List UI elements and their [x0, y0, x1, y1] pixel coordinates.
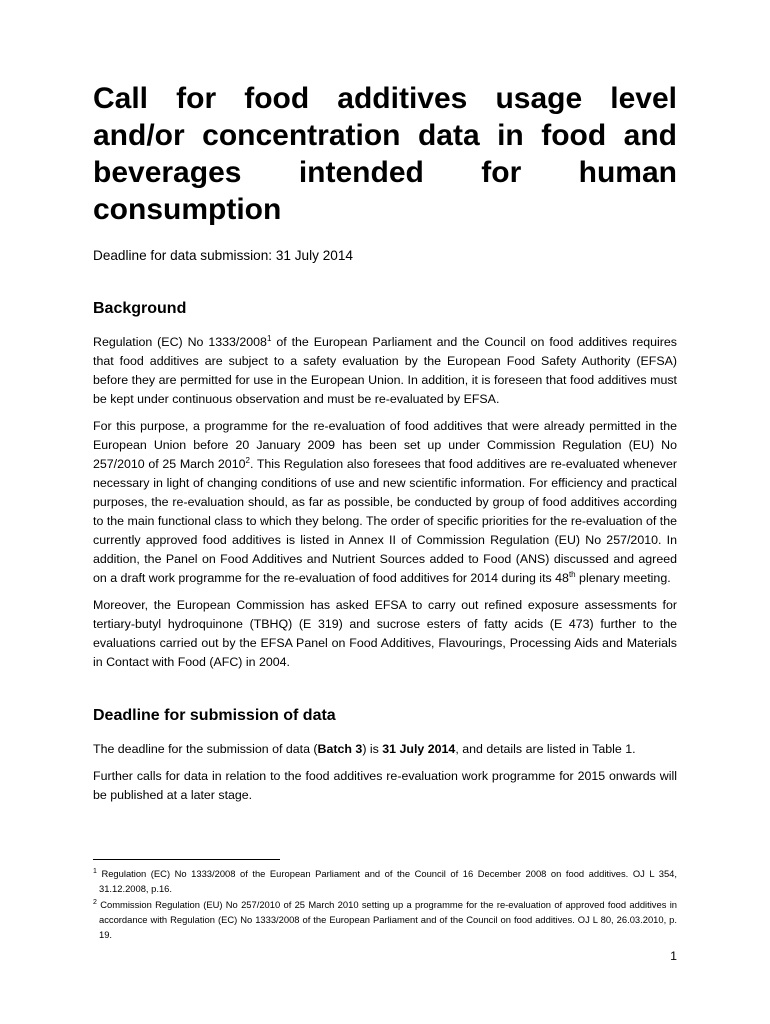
background-heading: Background — [93, 300, 187, 317]
background-paragraph-2-text-b: . This Regulation also foresees that food additives are re-evaluated whenever necessary in light of changing conditions of use and new scientific information. For efficiency and practical purposes, the re-evaluation should, as far as possible, be conducted by group of food additives according to the main functional class to which they belong. The order of specific priorities for the re-evaluation of the currently approved food additives is listed in Annex II of Commission Regulation (EU) No 257/2010. In addition, the Panel on Food Additives and Nutrient Sources added to Food (ANS) discussed and agreed on a draft work programme for the re-evaluation of food additives for 2014 during its 48 — [93, 457, 677, 585]
deadline-date: 31 July 2014 — [382, 742, 456, 756]
footnote-separator — [93, 859, 280, 860]
deadline-heading: Deadline for submission of data — [93, 707, 336, 724]
batch-label: Batch 3 — [317, 742, 363, 756]
page-number: 1 — [670, 949, 677, 963]
background-paragraph-1 — [93, 333, 677, 409]
background-paragraph-1-text-b: of the European Parliament and the Council on food additives requires that food additives are subject to a safety evaluation by the European Food Safety Authority (EFSA) before they are permitted for use in the European Union. In addition, it is foreseen that food additives must be kept under continuous observation and must be re-evaluated by EFSA. — [93, 335, 677, 406]
footnote-1 — [93, 866, 677, 896]
deadline-paragraph-1-text-b: ) is — [362, 742, 383, 756]
document-title: Call for food additives usage level and/or concentration data in food and beverages intended for human consumption — [93, 82, 677, 226]
footnote-2 — [93, 897, 677, 942]
deadline-subtitle: Deadline for data submission: 31 July 2014 — [93, 248, 353, 263]
deadline-paragraph-1-text-c: , and details are listed in Table 1. — [455, 742, 636, 756]
background-paragraph-3: Moreover, the European Commission has asked EFSA to carry out refined exposure assessments for tertiary-butyl hydroquinone (TBHQ) (E 319) and sucrose esters of fatty acids (E 473) further to the evaluations carried out by the EFSA Panel on Food Additives, Flavourings, Processing Aids and Materials in Contact with Food (AFC) in 2004. — [93, 598, 677, 669]
footnote-1-text: Regulation (EC) No 1333/2008 of the European Parliament and of the Council of 16 December 2008 on food additives. OJ L 354, 31.12.2008, p.16. — [96, 868, 677, 894]
background-paragraph-1-text-a: Regulation (EC) No 1333/2008 — [93, 335, 267, 349]
main-content — [93, 80, 677, 805]
footnote-ref-1[interactable]: 1 — [266, 334, 272, 343]
footnotes — [93, 866, 677, 943]
background-paragraph-2-text-a: For this purpose, a programme for the re-evaluation of food additives that were already permitted in the European Union before 20 January 2009 has been set up under Commission Regulation (EU) No 257/2010 of 25 March 2010 — [93, 419, 677, 471]
deadline-paragraph-1 — [93, 740, 677, 759]
ordinal-suffix: th — [568, 570, 576, 579]
deadline-paragraph-1-text-a: The deadline for the submission of data ( — [93, 742, 318, 756]
footnote-1-mark: 1 — [93, 868, 97, 875]
deadline-paragraph-2: Further calls for data in relation to the food additives re-evaluation work programme for 2015 onwards will be published at a later stage. — [93, 769, 677, 802]
footnote-2-mark: 2 — [93, 899, 97, 906]
background-paragraph-2 — [93, 417, 677, 588]
footnote-2-text: Commission Regulation (EU) No 257/2010 of 25 March 2010 setting up a programme for the re-evaluation of approved food additives in accordance with Regulation (EC) No 1333/2008 of the European Parliament and of the Council on food additives. OJ L 80, 26.03.2010, p. 19. — [96, 899, 677, 940]
footnote-ref-2[interactable]: 2 — [245, 456, 250, 465]
background-paragraph-2-text-c: plenary meeting. — [575, 571, 671, 585]
